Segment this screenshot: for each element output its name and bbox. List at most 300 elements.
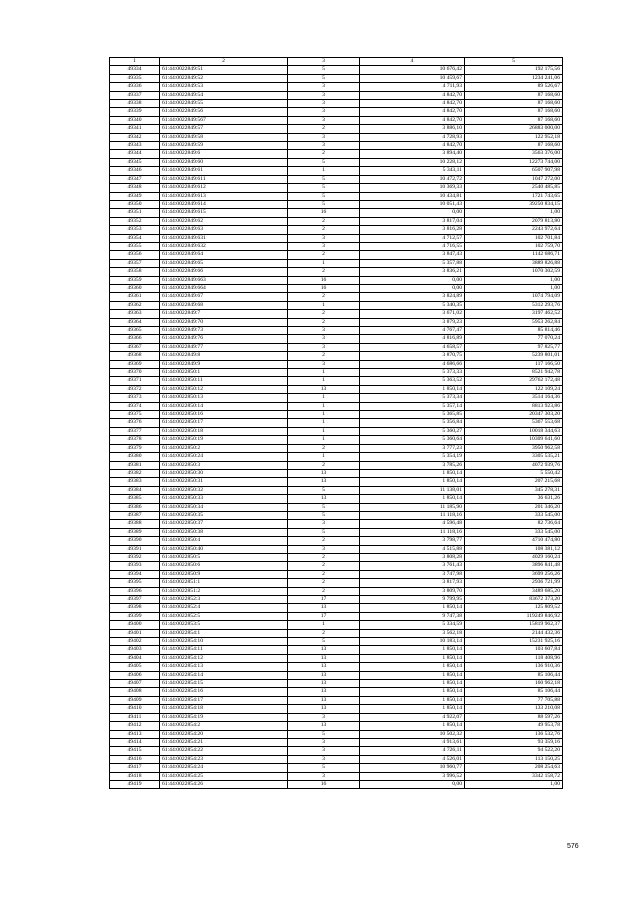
cadastral-value-cell: 85 106,44	[465, 671, 563, 679]
row-number-cell: 49367	[110, 343, 160, 351]
column-header: 3	[288, 58, 360, 66]
group-cell: 3	[288, 142, 360, 150]
group-cell: 3	[288, 327, 360, 335]
table-row	[110, 545, 563, 553]
cadastral-value-cell: 4029 160,24	[465, 553, 563, 561]
cadastral-value-cell: 2243 972,64	[465, 226, 563, 234]
cadastral-number-cell: 61:44:0022850:5	[160, 553, 288, 561]
specific-value-cell: 1 850,14	[360, 688, 465, 696]
specific-value-cell: 4 726,11	[360, 747, 465, 755]
row-number-cell: 49346	[110, 167, 160, 175]
cadastral-number-cell: 61:44:0022854:25	[160, 772, 288, 780]
cadastral-number-cell: 61:44:0022849:663	[160, 276, 288, 284]
table-row	[110, 167, 563, 175]
cadastral-number-cell: 61:44:0022854:10	[160, 638, 288, 646]
cadastral-value-cell: 102 759,70	[465, 242, 563, 250]
cadastral-value-cell: 3514 164,36	[465, 394, 563, 402]
table-row	[110, 764, 563, 772]
cadastral-number-cell: 61:44:0022851:2	[160, 587, 288, 595]
table-row	[110, 604, 563, 612]
group-cell: 5	[288, 175, 360, 183]
specific-value-cell: 1 850,14	[360, 604, 465, 612]
table-row	[110, 343, 563, 351]
specific-value-cell: 3 824,89	[360, 293, 465, 301]
cadastral-value-cell: 113 150,25	[465, 755, 563, 763]
cadastral-value-cell: 1,00	[465, 276, 563, 284]
cadastral-value-cell: 77 070,24	[465, 335, 563, 343]
table-row	[110, 184, 563, 192]
row-number-cell: 49355	[110, 242, 160, 250]
specific-value-cell: 4 816,89	[360, 335, 465, 343]
specific-value-cell: 11 118,16	[360, 511, 465, 519]
specific-value-cell: 1 850,14	[360, 680, 465, 688]
specific-value-cell: 9 747,38	[360, 612, 465, 620]
table-row	[110, 646, 563, 654]
cadastral-value-cell: 117 166,50	[465, 360, 563, 368]
row-number-cell: 49404	[110, 654, 160, 662]
table-row	[110, 705, 563, 713]
row-number-cell: 49338	[110, 100, 160, 108]
cadastral-number-cell: 61:44:0022849:55	[160, 100, 288, 108]
group-cell: 3	[288, 738, 360, 746]
table-row	[110, 318, 563, 326]
row-number-cell: 49375	[110, 411, 160, 419]
cadastral-value-cell: 3489 685,20	[465, 587, 563, 595]
group-cell: 3	[288, 108, 360, 116]
group-cell: 13	[288, 671, 360, 679]
row-number-cell: 49369	[110, 360, 160, 368]
cadastral-number-cell: 61:44:0022849:67	[160, 293, 288, 301]
group-cell: 3	[288, 747, 360, 755]
cadastral-number-cell: 61:44:0022849:61	[160, 167, 288, 175]
specific-value-cell: 5 340,35	[360, 301, 465, 309]
cadastral-value-cell: 136 910,36	[465, 663, 563, 671]
table-row	[110, 747, 563, 755]
cadastral-value-cell: 10018 344,63	[465, 427, 563, 435]
specific-value-cell: 0,00	[360, 780, 465, 788]
cadastral-number-cell: 61:44:0022849:77	[160, 343, 288, 351]
row-number-cell: 49384	[110, 486, 160, 494]
table-row	[110, 116, 563, 124]
row-number-cell: 49413	[110, 730, 160, 738]
cadastral-number-cell: 61:44:0022849:56	[160, 108, 288, 116]
row-number-cell: 49361	[110, 293, 160, 301]
group-cell: 5	[288, 503, 360, 511]
group-cell: 5	[288, 184, 360, 192]
cadastral-value-cell: 108 381,12	[465, 545, 563, 553]
row-number-cell: 49340	[110, 116, 160, 124]
table-row	[110, 503, 563, 511]
cadastral-value-cell: 39250 834,15	[465, 200, 563, 208]
group-cell: 1	[288, 377, 360, 385]
specific-value-cell: 1 850,14	[360, 705, 465, 713]
specific-value-cell: 1 850,14	[360, 722, 465, 730]
cadastral-value-cell: 122 952,18	[465, 133, 563, 141]
cadastral-number-cell: 61:44:0022849:65	[160, 259, 288, 267]
table-row	[110, 570, 563, 578]
table-row	[110, 780, 563, 788]
cadastral-value-cell: 2144 432,36	[465, 629, 563, 637]
table-row	[110, 251, 563, 259]
cadastral-number-cell: 61:44:0022850:3	[160, 461, 288, 469]
cadastral-number-cell: 61:44:0022850:12	[160, 385, 288, 393]
specific-value-cell: 1 850,14	[360, 671, 465, 679]
row-number-cell: 49366	[110, 335, 160, 343]
specific-value-cell: 3 817,04	[360, 217, 465, 225]
row-number-cell: 49373	[110, 394, 160, 402]
cadastral-number-cell: 61:44:0022849:632	[160, 242, 288, 250]
table-row	[110, 469, 563, 477]
cadastral-value-cell: 6507 907,98	[465, 167, 563, 175]
specific-value-cell: 0,00	[360, 209, 465, 217]
table-row	[110, 209, 563, 217]
table-row	[110, 680, 563, 688]
row-number-cell: 49382	[110, 469, 160, 477]
cadastral-value-cell: 5239 801,01	[465, 352, 563, 360]
group-cell: 3	[288, 772, 360, 780]
specific-value-cell: 5 363,52	[360, 377, 465, 385]
cadastral-number-cell: 61:44:0022854:14	[160, 671, 288, 679]
table-row	[110, 150, 563, 158]
cadastral-number-cell: 61:44:0022850:4	[160, 537, 288, 545]
cadastral-value-cell: 15819 962,37	[465, 621, 563, 629]
specific-value-cell: 0,00	[360, 284, 465, 292]
group-cell: 16	[288, 209, 360, 217]
row-number-cell: 49419	[110, 780, 160, 788]
specific-value-cell: 5 356,84	[360, 419, 465, 427]
group-cell: 5	[288, 74, 360, 82]
cadastral-number-cell: 61:44:0022852:4	[160, 604, 288, 612]
row-number-cell: 49392	[110, 553, 160, 561]
specific-value-cell: 5 373,34	[360, 394, 465, 402]
row-number-cell: 49349	[110, 192, 160, 200]
table-row	[110, 100, 563, 108]
page-number: 576	[567, 843, 579, 850]
cadastral-value-cell: 160 962,18	[465, 680, 563, 688]
specific-value-cell: 3 894,40	[360, 150, 465, 158]
table-row	[110, 234, 563, 242]
row-number-cell: 49402	[110, 638, 160, 646]
table-row	[110, 621, 563, 629]
specific-value-cell: 4 842,70	[360, 91, 465, 99]
specific-value-cell: 1 850,14	[360, 385, 465, 393]
group-cell: 2	[288, 562, 360, 570]
row-number-cell: 49363	[110, 310, 160, 318]
specific-value-cell: 1 850,14	[360, 495, 465, 503]
group-cell: 5	[288, 200, 360, 208]
cadastral-number-cell: 61:44:0022849:7	[160, 310, 288, 318]
row-number-cell: 49353	[110, 226, 160, 234]
specific-value-cell: 4 728,93	[360, 133, 465, 141]
cadastral-value-cell: 3889 826,88	[465, 259, 563, 267]
cadastral-value-cell: 1074 794,09	[465, 293, 563, 301]
row-number-cell: 49336	[110, 83, 160, 91]
specific-value-cell: 10 369,33	[360, 184, 465, 192]
cadastral-number-cell: 61:44:0022854:13	[160, 663, 288, 671]
row-number-cell: 49397	[110, 596, 160, 604]
cadastral-value-cell: 4710 474,80	[465, 537, 563, 545]
specific-value-cell: 1 850,14	[360, 646, 465, 654]
table-row	[110, 738, 563, 746]
cadastral-number-cell: 61:44:0022850:37	[160, 520, 288, 528]
cadastral-number-cell: 61:44:0022854:2	[160, 722, 288, 730]
specific-value-cell: 3 562,18	[360, 629, 465, 637]
table-row	[110, 629, 563, 637]
cadastral-value-cell: 207 215,68	[465, 478, 563, 486]
group-cell: 17	[288, 612, 360, 620]
specific-value-cell: 4 842,70	[360, 142, 465, 150]
group-cell: 3	[288, 713, 360, 721]
table-row	[110, 133, 563, 141]
row-number-cell: 49360	[110, 284, 160, 292]
cadastral-value-cell: 3699 256,26	[465, 570, 563, 578]
row-number-cell: 49376	[110, 419, 160, 427]
cadastral-number-cell: 61:44:0022850:33	[160, 495, 288, 503]
cadastral-number-cell: 61:44:0022850:6	[160, 562, 288, 570]
row-number-cell: 49351	[110, 209, 160, 217]
row-number-cell: 49387	[110, 511, 160, 519]
row-number-cell: 49347	[110, 175, 160, 183]
cadastral-value-cell: 1234 241,06	[465, 74, 563, 82]
table-row	[110, 293, 563, 301]
specific-value-cell: 4 842,70	[360, 116, 465, 124]
cadastral-number-cell: 61:44:0022854:15	[160, 680, 288, 688]
table-row	[110, 402, 563, 410]
specific-value-cell: 5 354,19	[360, 453, 465, 461]
cadastral-value-cell: 1,00	[465, 209, 563, 217]
row-number-cell: 49386	[110, 503, 160, 511]
cadastral-number-cell: 61:44:0022849:52	[160, 74, 288, 82]
group-cell: 3	[288, 91, 360, 99]
column-header: 4	[360, 58, 465, 66]
specific-value-cell: 3 808,28	[360, 553, 465, 561]
row-number-cell: 49393	[110, 562, 160, 570]
cadastral-value-cell: 103 607,84	[465, 646, 563, 654]
cadastral-value-cell: 5367 553,68	[465, 419, 563, 427]
cadastral-number-cell: 61:44:0022849:611	[160, 175, 288, 183]
specific-value-cell: 1 850,14	[360, 478, 465, 486]
table-row	[110, 713, 563, 721]
cadastral-value-cell: 20347 303,20	[465, 411, 563, 419]
cadastral-value-cell: 5 550,42	[465, 469, 563, 477]
cadastral-number-cell: 61:44:0022849:8	[160, 352, 288, 360]
group-cell: 3	[288, 520, 360, 528]
row-number-cell: 49368	[110, 352, 160, 360]
cadastral-number-cell: 61:44:0022849:53	[160, 83, 288, 91]
cadastral-number-cell: 61:44:0022849:664	[160, 284, 288, 292]
cadastral-value-cell: 333 545,00	[465, 528, 563, 536]
specific-value-cell: 11 138,01	[360, 486, 465, 494]
cadastral-number-cell: 61:44:0022854:17	[160, 696, 288, 704]
row-number-cell: 49357	[110, 259, 160, 267]
group-cell: 13	[288, 722, 360, 730]
group-cell: 3	[288, 360, 360, 368]
cadastral-value-cell: 201 346,20	[465, 503, 563, 511]
row-number-cell: 49391	[110, 545, 160, 553]
row-number-cell: 49396	[110, 587, 160, 595]
cadastral-value-cell: 192 175,56	[465, 66, 563, 74]
row-number-cell: 49417	[110, 764, 160, 772]
cadastral-number-cell: 61:44:0022850:24	[160, 453, 288, 461]
group-cell: 5	[288, 66, 360, 74]
specific-value-cell: 5 360,27	[360, 427, 465, 435]
cadastral-value-cell: 2079 813,80	[465, 217, 563, 225]
group-cell: 2	[288, 217, 360, 225]
row-number-cell: 49344	[110, 150, 160, 158]
table-row	[110, 327, 563, 335]
table-row	[110, 520, 563, 528]
group-cell: 2	[288, 587, 360, 595]
row-number-cell: 49398	[110, 604, 160, 612]
group-cell: 13	[288, 680, 360, 688]
group-cell: 1	[288, 621, 360, 629]
cadastral-value-cell: 88 597,26	[465, 713, 563, 721]
table-row	[110, 268, 563, 276]
cadastral-number-cell: 61:44:0022849:62	[160, 217, 288, 225]
row-number-cell: 49350	[110, 200, 160, 208]
cadastral-value-cell: 36 631,26	[465, 495, 563, 503]
cadastral-value-cell: 102 701,84	[465, 234, 563, 242]
row-number-cell: 49380	[110, 453, 160, 461]
specific-value-cell: 11 118,16	[360, 528, 465, 536]
cadastral-value-cell: 3563 376,00	[465, 150, 563, 158]
specific-value-cell: 3 816,28	[360, 226, 465, 234]
table-row	[110, 352, 563, 360]
specific-value-cell: 3 886,10	[360, 125, 465, 133]
specific-value-cell: 5 365,85	[360, 411, 465, 419]
row-number-cell: 49335	[110, 74, 160, 82]
cadastral-value-cell: 89 526,67	[465, 83, 563, 91]
row-number-cell: 49415	[110, 747, 160, 755]
specific-value-cell: 5 373,33	[360, 369, 465, 377]
table-row	[110, 696, 563, 704]
table-row	[110, 142, 563, 150]
cadastral-value-cell: 3896 841,48	[465, 562, 563, 570]
cadastral-number-cell: 61:44:0022849:59	[160, 142, 288, 150]
cadastral-value-cell: 1142 686,71	[465, 251, 563, 259]
cadastral-number-cell: 61:44:0022850:30	[160, 469, 288, 477]
table-row	[110, 394, 563, 402]
cadastral-value-cell: 85 814,46	[465, 327, 563, 335]
table-row	[110, 259, 563, 267]
group-cell: 2	[288, 444, 360, 452]
group-cell: 13	[288, 646, 360, 654]
table-row	[110, 217, 563, 225]
cadastral-value-cell: 87 168,60	[465, 116, 563, 124]
cadastral-number-cell: 61:44:0022850:31	[160, 478, 288, 486]
table-row	[110, 730, 563, 738]
specific-value-cell: 5 360,64	[360, 436, 465, 444]
table-row	[110, 284, 563, 292]
row-number-cell: 49409	[110, 696, 160, 704]
group-cell: 5	[288, 730, 360, 738]
table-row	[110, 427, 563, 435]
table-row	[110, 537, 563, 545]
table-row	[110, 663, 563, 671]
cadastral-value-cell: 3342 158,72	[465, 772, 563, 780]
row-number-cell: 49372	[110, 385, 160, 393]
table-row	[110, 192, 563, 200]
cadastral-number-cell: 61:44:0022849:57	[160, 125, 288, 133]
table-row	[110, 226, 563, 234]
group-cell: 17	[288, 596, 360, 604]
group-cell: 13	[288, 469, 360, 477]
cadastral-value-cell: 83672 373,20	[465, 596, 563, 604]
group-cell: 3	[288, 100, 360, 108]
cadastral-value-cell: 87 168,60	[465, 91, 563, 99]
group-cell: 2	[288, 537, 360, 545]
cadastral-value-cell: 26883 000,00	[465, 125, 563, 133]
group-cell: 3	[288, 83, 360, 91]
cadastral-value-cell: 85 106,44	[465, 688, 563, 696]
row-number-cell: 49378	[110, 436, 160, 444]
group-cell: 13	[288, 478, 360, 486]
cadastral-number-cell: 61:44:0022850:38	[160, 528, 288, 536]
cadastral-number-cell: 61:44:0022849:613	[160, 192, 288, 200]
row-number-cell: 49406	[110, 671, 160, 679]
cadastral-number-cell: 61:44:0022849:6	[160, 150, 288, 158]
table-row	[110, 83, 563, 91]
table-row	[110, 453, 563, 461]
cadastral-value-cell: 208 254,63	[465, 764, 563, 772]
row-number-cell: 49408	[110, 688, 160, 696]
row-number-cell: 49371	[110, 377, 160, 385]
table-row	[110, 108, 563, 116]
group-cell: 1	[288, 301, 360, 309]
cadastral-value-cell: 345 278,31	[465, 486, 563, 494]
cadastral-value-cell: 118 408,96	[465, 654, 563, 662]
cadastral-number-cell: 61:44:0022850:2	[160, 444, 288, 452]
group-cell: 13	[288, 385, 360, 393]
row-number-cell: 49345	[110, 158, 160, 166]
cadastral-number-cell: 61:44:0022849:70	[160, 318, 288, 326]
row-number-cell: 49339	[110, 108, 160, 116]
specific-value-cell: 3 761,43	[360, 562, 465, 570]
group-cell: 3	[288, 545, 360, 553]
row-number-cell: 49379	[110, 444, 160, 452]
cadastral-number-cell: 61:44:0022850:13	[160, 394, 288, 402]
specific-value-cell: 1 850,14	[360, 654, 465, 662]
row-number-cell: 49362	[110, 301, 160, 309]
cadastral-value-cell: 1721 743,65	[465, 192, 563, 200]
cadastral-number-cell: 61:44:0022849:73	[160, 327, 288, 335]
table-row	[110, 553, 563, 561]
cadastral-number-cell: 61:44:0022852:3	[160, 596, 288, 604]
cadastral-value-cell: 93 359,16	[465, 738, 563, 746]
group-cell: 3	[288, 343, 360, 351]
table-row	[110, 562, 563, 570]
cadastral-number-cell: 61:44:0022849:9	[160, 360, 288, 368]
row-number-cell: 49388	[110, 520, 160, 528]
specific-value-cell: 3 809,70	[360, 587, 465, 595]
cadastral-value-cell: 4072 939,76	[465, 461, 563, 469]
cadastral-value-cell: 3950 962,58	[465, 444, 563, 452]
table-row	[110, 385, 563, 393]
group-cell: 2	[288, 461, 360, 469]
group-cell: 1	[288, 394, 360, 402]
row-number-cell: 49399	[110, 612, 160, 620]
specific-value-cell: 5 334,59	[360, 621, 465, 629]
specific-value-cell: 10 960,77	[360, 764, 465, 772]
cadastral-number-cell: 61:44:0022849:567	[160, 116, 288, 124]
cadastral-number-cell: 61:44:0022849:60	[160, 158, 288, 166]
row-number-cell: 49334	[110, 66, 160, 74]
group-cell: 1	[288, 167, 360, 175]
specific-value-cell: 3 847,43	[360, 251, 465, 259]
cadastral-number-cell: 61:44:0022850:35	[160, 511, 288, 519]
table-row	[110, 772, 563, 780]
row-number-cell: 49403	[110, 646, 160, 654]
